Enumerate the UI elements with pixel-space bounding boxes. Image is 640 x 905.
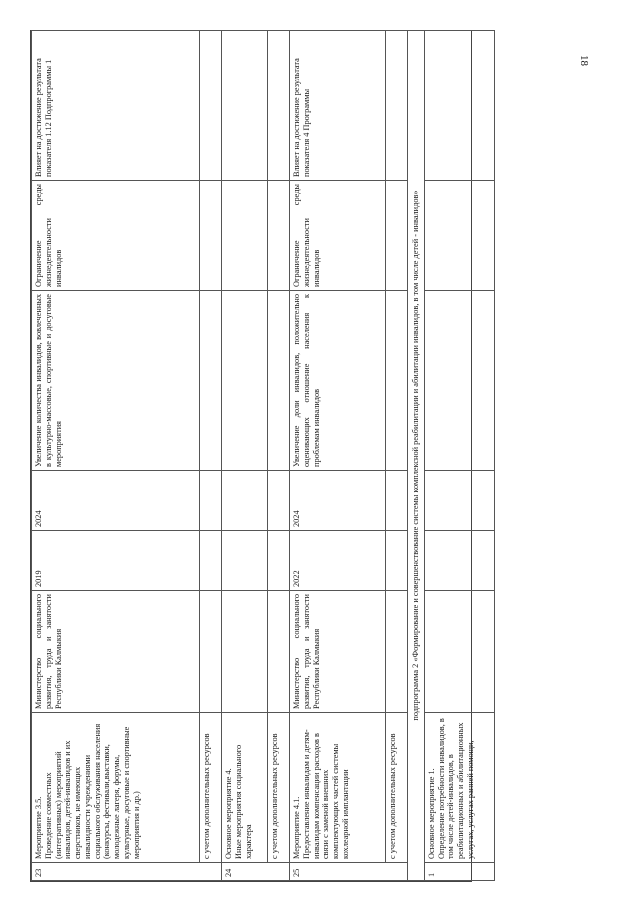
sub-note: с учетом дополнительных ресурсов xyxy=(268,713,290,863)
rotated-table-container xyxy=(31,31,475,881)
relation-to-indicators: Влияет на достижение результата показателя 4 Программы xyxy=(290,31,386,181)
row-number: 24 xyxy=(222,863,290,881)
measure-name: Основное мероприятие 4. Иные мероприятия социального характера xyxy=(222,713,268,863)
start-year: 2019 xyxy=(32,531,200,591)
end-year: 2024 xyxy=(290,471,386,531)
end-year: 2024 xyxy=(32,471,200,531)
measure-name: Мероприятие 4.1. Предоставление инвалидам и детям-инвалидам компенсации расходов в связи с заменой внешних комплектующих частей системы кохлеарной имплантации xyxy=(290,713,386,863)
measure-name: Мероприятие 3.5. Проведение совместных (интегративных) мероприятий инвалидов, детей-инвалидов и их сверстников, не имеющих инвалидности учреждениями социального обслуживания населения (конкурсы, фестивали,выставки, молодежные лагеря, форумы, культурные, досуговые и спортивные мероприятия и др.) xyxy=(32,713,200,863)
table-row xyxy=(32,31,200,881)
relation-to-indicators: Влияет на достижение результата показателя 1.12 Подпрограммы 1 xyxy=(32,31,200,181)
table-row xyxy=(222,31,268,881)
table-row xyxy=(200,31,222,881)
measures-table xyxy=(31,30,495,881)
table-row xyxy=(386,31,408,881)
consequence: Ограничение среды жизнедеятельности инвалидов xyxy=(290,181,386,291)
table-row xyxy=(268,31,290,881)
expected-result: Увеличение количества инвалидов, вовлеченных в культурно-массовые, спортивные и досуговые мероприятия xyxy=(32,291,200,471)
measure-name: Основное мероприятие 1. Определение потребности инвалидов, в том числе детей-инвалидов, в реабилитационных и абилитационных услугах, услугах ранней помощи, xyxy=(424,713,494,863)
table-row xyxy=(408,31,425,881)
page-number: 18 xyxy=(578,55,590,66)
document-table-frame xyxy=(30,30,475,882)
executor: Министерство социального развития, труда и занятости Республики Калмыкия xyxy=(290,591,386,713)
executor: Министерство социального развития, труда и занятости Республики Калмыкия xyxy=(32,591,200,713)
table-row xyxy=(424,31,494,881)
row-number: 23 xyxy=(32,863,222,881)
row-number: 1 xyxy=(424,863,494,881)
sub-note: с учетом дополнительных ресурсов xyxy=(200,713,222,863)
start-year: 2022 xyxy=(290,531,386,591)
row-number: 25 xyxy=(290,863,408,881)
expected-result: Увеличение доли инвалидов, положительно оценивающих отношение населения к проблемам инвалидов xyxy=(290,291,386,471)
table-row xyxy=(290,31,386,881)
consequence: Ограничение среды жизнедеятельности инвалидов xyxy=(32,181,200,291)
sub-note: с учетом дополнительных ресурсов xyxy=(386,713,408,863)
subprogram-heading: подпрограмма 2 «Формирование и совершенствование системы комплексной реабилитации и абилитации инвалидов, в том числе детей - инвалидов» xyxy=(408,31,425,881)
